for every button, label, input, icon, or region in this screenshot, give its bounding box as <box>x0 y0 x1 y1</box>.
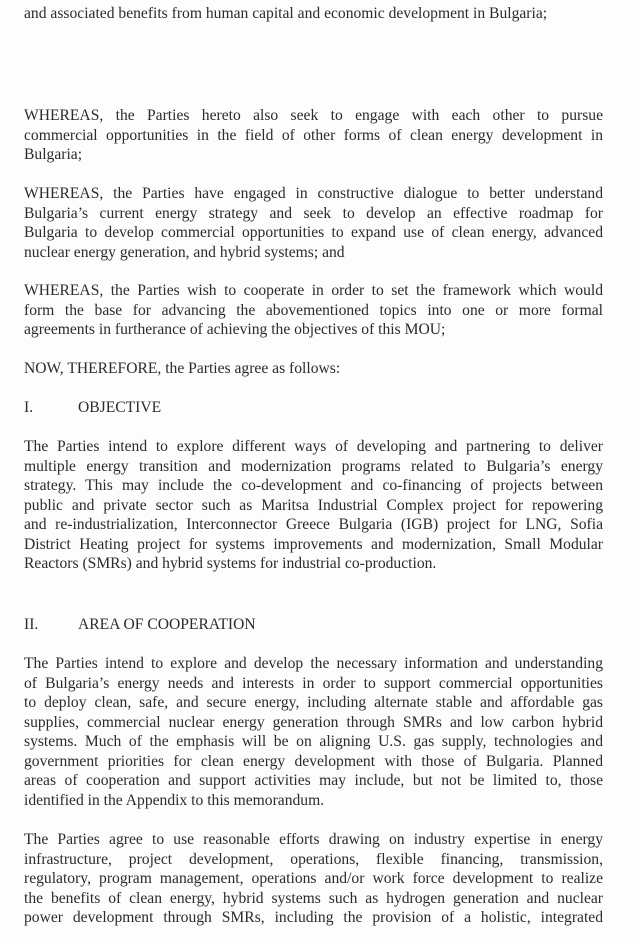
text-line: and re-industrialization, Interconnector Greece Bulgaria (IGB) project for LNG, Sofia <box>24 516 603 533</box>
text-line: infrastructure, project development, operations, flexible financing, transmission, <box>24 850 603 868</box>
text-line: The Parties agree to use reasonable efforts drawing on industry expertise in energy <box>24 831 603 848</box>
text-line: Bulgaria; <box>24 146 83 163</box>
text-line: NOW, THEREFORE, the Parties agree as follows: <box>24 360 341 377</box>
text-line: The Parties intend to explore and develop the necessary information and understanding <box>24 655 603 672</box>
text-line: regulatory, program management, operations and/or work force development to realize <box>24 870 603 887</box>
text-line: WHEREAS, the Parties hereto also seek to engage with each other to pursue <box>24 107 603 124</box>
section-number: I. <box>24 399 34 416</box>
text-line: strategy. This may include the co-development and co-financing of projects between <box>24 477 603 494</box>
text-line: WHEREAS, the Parties wish to cooperate in order to set the framework which would <box>24 282 603 299</box>
text-line: government priorities for clean energy development with those of Bulgaria. Planned <box>24 752 603 770</box>
text-line: nuclear energy generation, and hybrid systems; and <box>24 243 345 261</box>
text-line: District Heating project for systems improvements and modernization, Small Modular <box>24 535 603 553</box>
text-line: Bulgaria to develop commercial opportunities to expand use of clean energy, advanced <box>24 224 603 241</box>
text-line: the benefits of clean energy, hybrid systems such as hydrogen generation and nuclear <box>24 889 603 907</box>
text-line: agreements in furtherance of achieving the objectives of this MOU; <box>24 321 446 338</box>
text-line: and associated benefits from human capital and economic development in Bulgaria; <box>24 5 548 22</box>
text-line: The Parties intend to explore different ways of developing and partnering to deliver <box>24 438 603 455</box>
text-line: systems. Much of the emphasis will be on aligning U.S. gas supply, technologies and <box>24 733 603 750</box>
text-line: commercial opportunities in the field of other forms of clean energy development in <box>24 126 603 144</box>
section-number: II. <box>24 616 39 633</box>
paragraph-whereas-dialogue <box>24 184 603 262</box>
paragraph-objective <box>24 437 603 574</box>
text-line: Reactors (SMRs) and hybrid systems for industrial co-production. <box>24 555 437 572</box>
text-line: WHEREAS, the Parties have engaged in constructive dialogue to better understand <box>24 185 603 202</box>
text-line: multiple energy transition and modernization programs related to Bulgaria’s energy <box>24 457 603 475</box>
text-line: areas of cooperation and support activities may include, but not be limited to, those <box>24 772 603 789</box>
section-title: AREA OF COOPERATION <box>78 616 256 633</box>
text-line: supplies, commercial nuclear energy generation through SMRs and low carbon hybrid <box>24 713 603 731</box>
text-line: to deploy clean, safe, and secure energy, including alternate stable and affordable gas <box>24 694 603 711</box>
paragraph-reasonable-efforts <box>24 830 603 928</box>
text-line: form the base for advancing the abovementioned topics into one or more formal <box>24 301 603 319</box>
text-line: Bulgaria’s current energy strategy and seek to develop an effective roadmap for <box>24 204 603 222</box>
paragraph-area-of-cooperation <box>24 654 603 810</box>
text-line: power development through SMRs, including the provision of a holistic, integrated <box>24 909 603 926</box>
paragraph-associated-benefits <box>24 4 603 24</box>
paragraph-whereas-framework <box>24 281 603 340</box>
text-line: public and private sector such as Maritsa Industrial Complex project for repowering <box>24 496 603 514</box>
paragraph-now-therefore <box>24 359 603 379</box>
section-title: OBJECTIVE <box>78 399 162 416</box>
text-line: of Bulgaria’s energy needs and interests in order to support commercial opportunities <box>24 674 603 692</box>
paragraph-whereas-clean-energy <box>24 106 603 165</box>
text-line: identified in the Appendix to this memorandum. <box>24 791 325 809</box>
